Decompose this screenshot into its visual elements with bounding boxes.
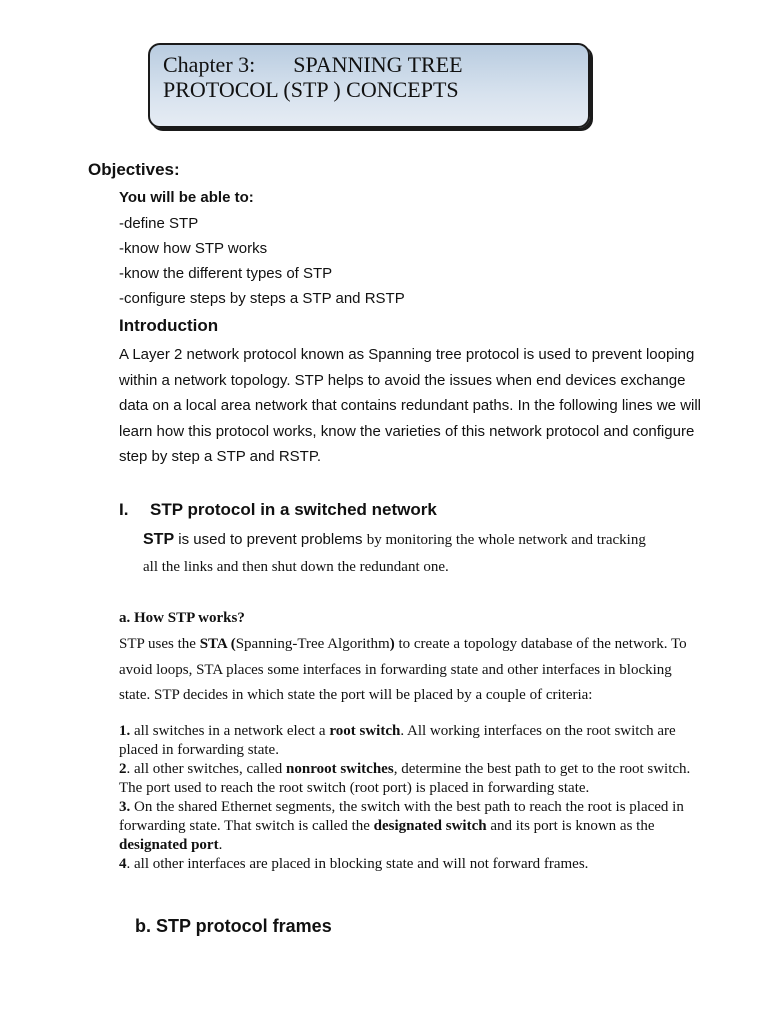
criterion-text: . All working interfaces on the root switch are placed in forwarding state. [119,723,676,758]
objectives-lead: You will be able to: [119,189,254,206]
introduction-paragraph: A Layer 2 network protocol known as Spanning tree protocol is used to prevent looping within a network topology. STP helps to avoid the issues when end devices exchange data on a local area network that contains redundant paths. In the following lines we will learn how this protocol works, know the varieties of this network protocol and configure step by step a STP and RSTP. [119,346,702,465]
designated-port-term: designated port [119,837,219,853]
criterion-number: 3. [119,799,131,815]
section-heading [119,500,437,520]
chapter-title [163,52,463,102]
chapter-title-part1: SPANNING TREE [293,52,463,77]
criterion-item [119,722,704,760]
objective-item: -know how STP works [119,240,268,257]
criterion-number: 4 [119,856,127,872]
criterion-text: . all other switches, called [126,761,287,777]
objective-item: -configure steps by steps a STP and RSTP [119,290,405,307]
sta-close-paren: ) [389,636,395,652]
subsection-heading-how-stp-works: a. How STP works? [119,610,245,626]
sta-expansion: Spanning-Tree Algorithm [235,636,390,652]
para-text: STP uses the [119,636,200,652]
criterion-text: , determine the best path to get to the root switch. The port used to reach the root switch (root port) is placed in forwarding state. [119,761,691,796]
chapter-title-box [148,43,590,128]
criterion-text: and its port is known as the [486,818,655,834]
objective-item: -define STP [119,215,199,232]
criterion-item [119,855,704,874]
stp-term: STP [143,531,175,548]
objective-item: -know the different types of STP [119,265,333,282]
stp-description-line [143,531,646,549]
criterion-item [119,760,704,798]
criterion-item [119,798,704,855]
criteria-list [119,722,704,874]
root-switch-term: root switch [329,723,401,739]
stp-description-serif: by monitoring the whole network and tracking [366,532,646,548]
sta-term: STA ( [199,636,236,652]
subsection-heading-stp-frames: b. STP protocol frames [135,916,332,936]
criterion-number: 2 [119,761,127,777]
criterion-text: all switches in a network elect a [130,723,330,739]
para-text: to create a topology database of the network. To avoid loops, STA places some interfaces in forwarding state and other interfaces in blocking state. STP decides in which state the port will be placed by a couple of criteria: [119,636,687,703]
criterion-text: On the shared Ethernet segments, the switch with the best path to reach the root is placed in forwarding state. That switch is called the [119,799,684,834]
how-stp-works-paragraph [119,632,699,709]
section-title: STP protocol in a switched network [150,500,437,519]
chapter-title-number: Chapter 3: [163,52,256,77]
section-number: I. [119,500,129,519]
introduction-heading: Introduction [119,316,219,335]
stp-description-line2: all the links and then shut down the redundant one. [143,559,449,575]
criterion-number: 1. [119,723,131,739]
designated-switch-term: designated switch [373,818,487,834]
nonroot-switches-term: nonroot switches [286,761,394,777]
criterion-text: . all other interfaces are placed in blocking state and will not forward frames. [126,856,589,872]
objectives-heading: Objectives: [88,160,180,179]
criterion-text: . [218,837,223,853]
chapter-title-part2: PROTOCOL (STP ) CONCEPTS [163,77,459,102]
stp-description-sans: is used to prevent problems [174,531,367,548]
